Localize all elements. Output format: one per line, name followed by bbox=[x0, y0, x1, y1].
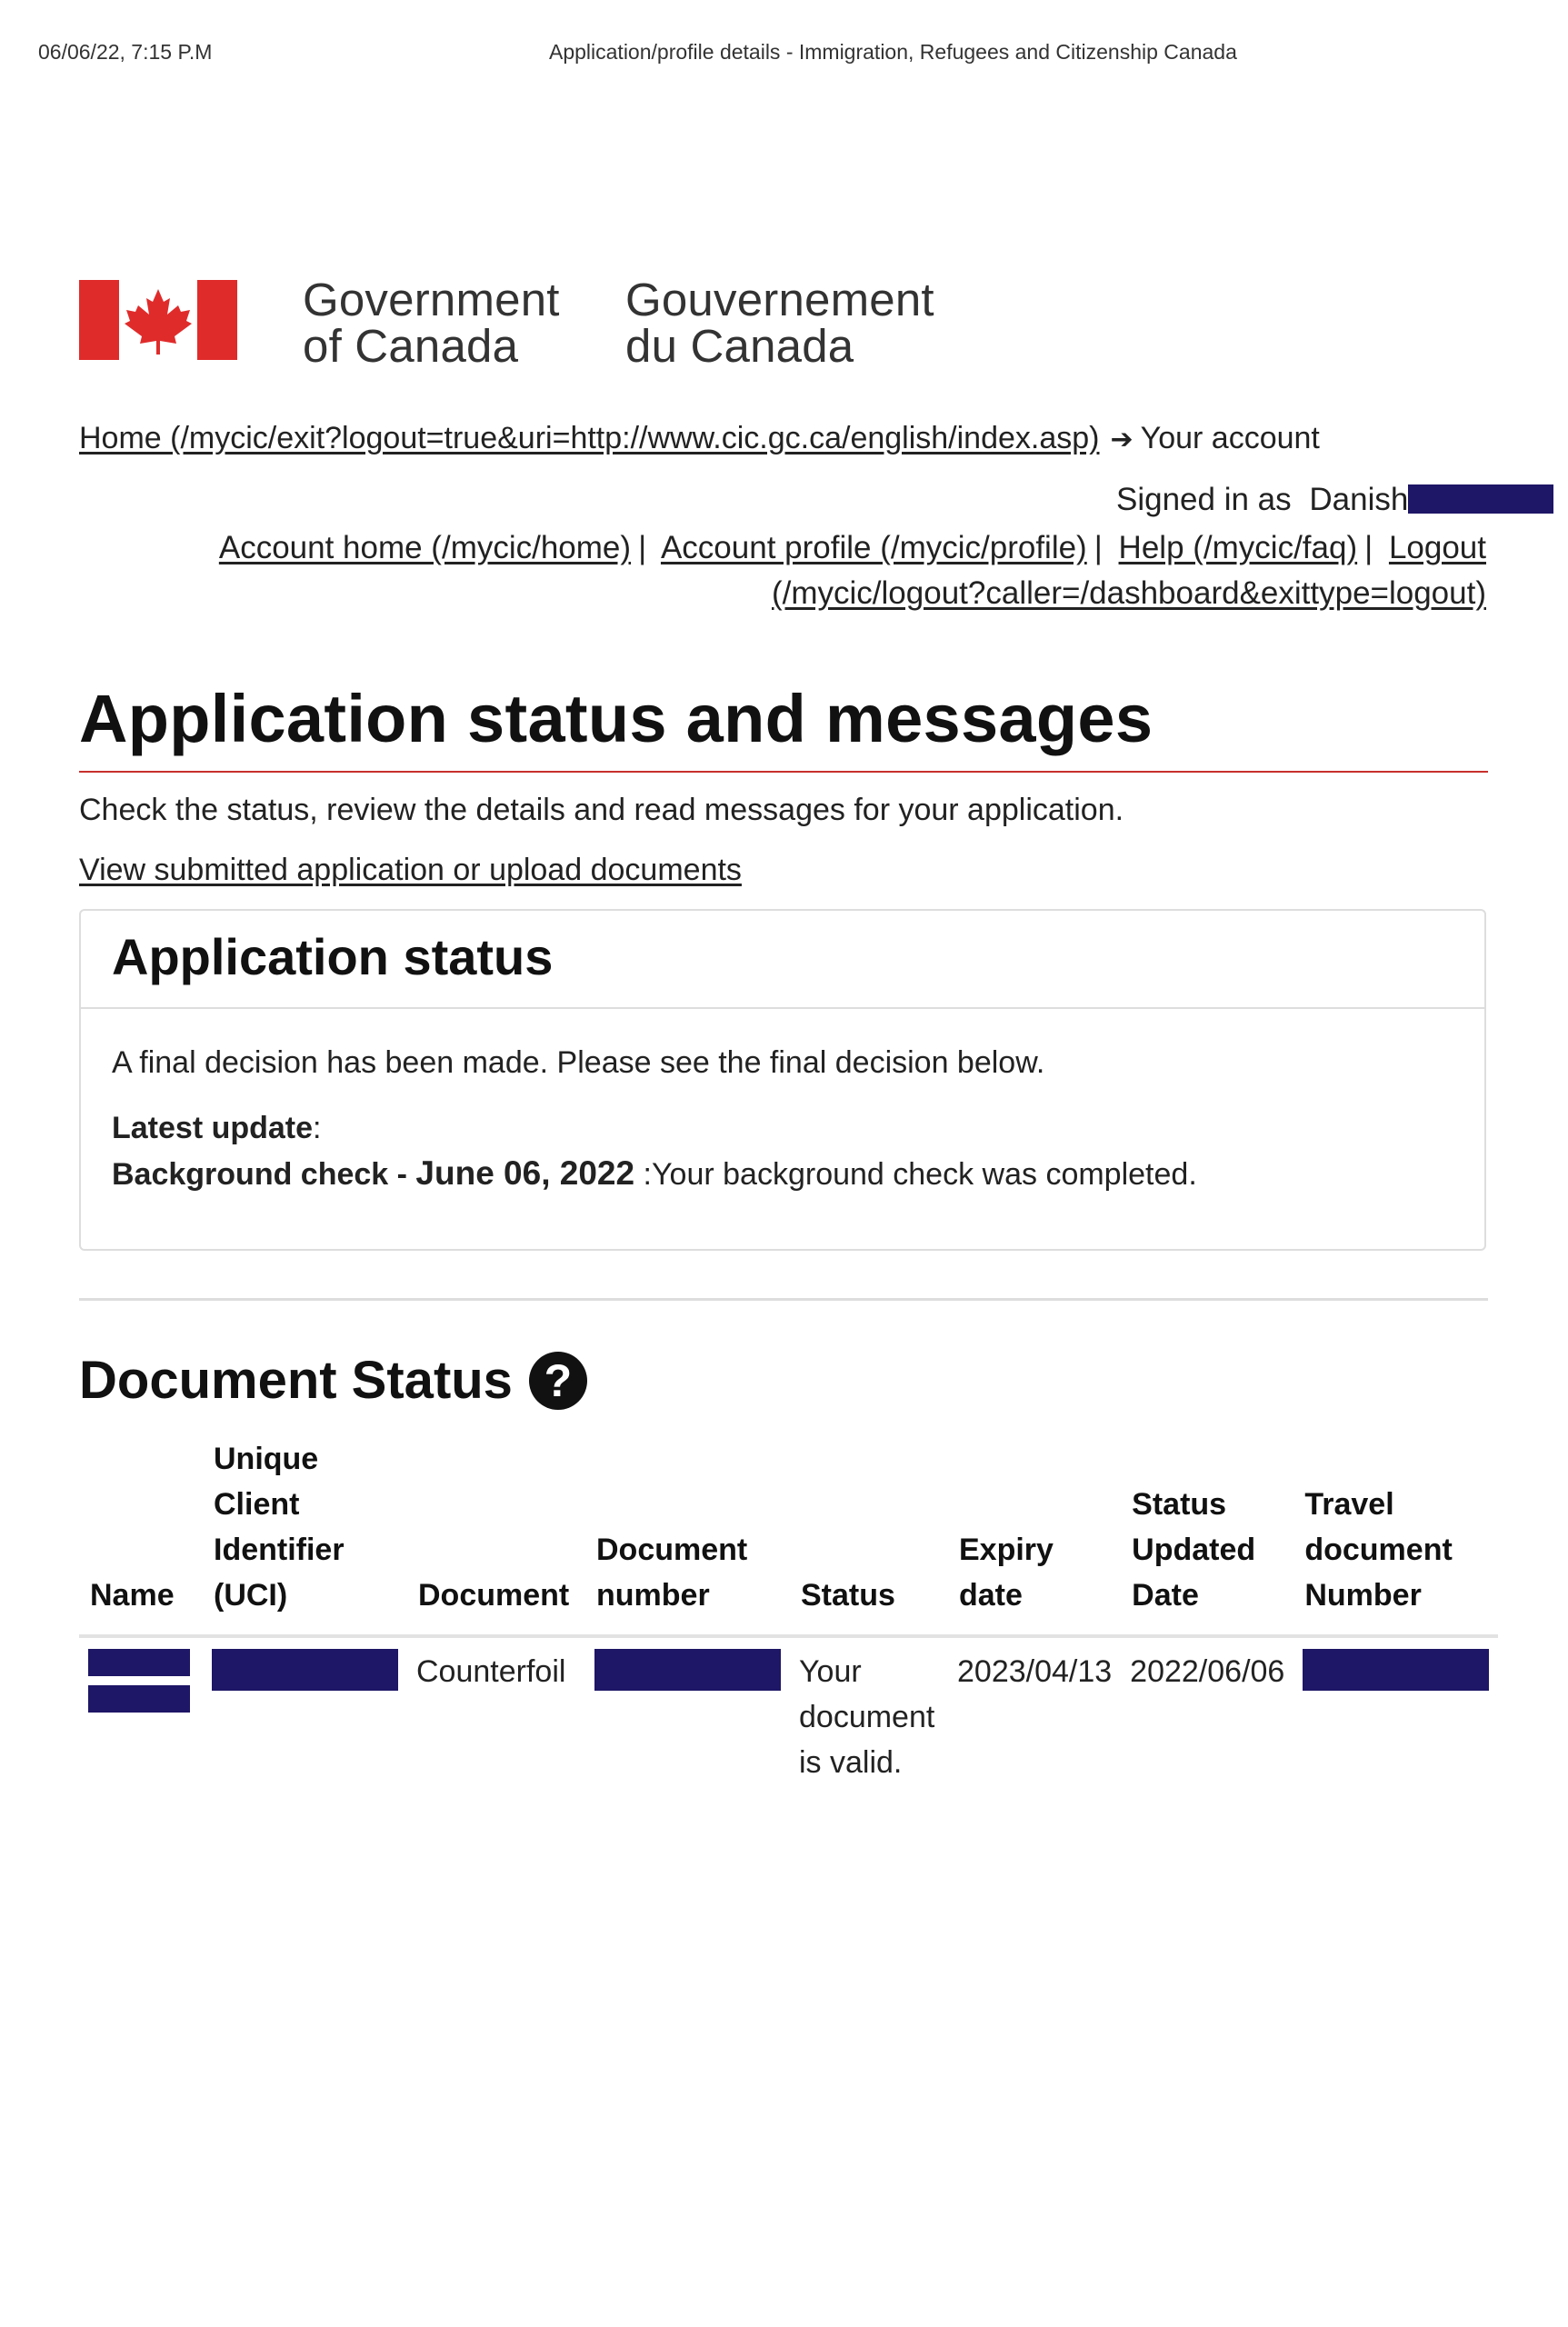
nav-separator: | bbox=[1094, 530, 1103, 565]
signed-in-status bbox=[1116, 482, 1553, 518]
cell-expiry: 2023/04/13 bbox=[957, 1654, 1113, 1689]
redaction-bar bbox=[88, 1685, 190, 1713]
cell-name bbox=[79, 1636, 203, 1796]
update-name: Background check - bbox=[112, 1157, 416, 1192]
gov-name-french bbox=[625, 274, 934, 372]
col-status: Status bbox=[801, 1578, 895, 1613]
col-document-number: Document number bbox=[596, 1533, 748, 1613]
nav-separator: | bbox=[638, 530, 647, 565]
document-status-table bbox=[79, 1436, 1498, 1796]
breadcrumb-current: Your account bbox=[1140, 421, 1320, 455]
cell-document: Counterfoil bbox=[416, 1654, 566, 1689]
nav-separator: | bbox=[1364, 530, 1373, 565]
cell-status: Your document is valid. bbox=[799, 1654, 935, 1780]
application-status-panel bbox=[79, 909, 1486, 1251]
gov-fr-line1: Gouvernement bbox=[625, 274, 934, 325]
nav-logout[interactable]: Logout bbox=[1388, 530, 1486, 565]
decision-text: A final decision has been made. Please see the final decision below. bbox=[112, 1045, 1045, 1080]
gov-name-english bbox=[303, 274, 560, 372]
cell-uci bbox=[203, 1636, 407, 1796]
redaction-bar bbox=[1303, 1649, 1489, 1691]
nav-account-profile[interactable]: Account profile (/mycic/profile) bbox=[660, 530, 1087, 565]
view-application-link[interactable]: View submitted application or upload documents bbox=[79, 853, 742, 887]
breadcrumb-home-link[interactable]: Home (/mycic/exit?logout=true&uri=http://www.cic.gc.ca/english/index.asp) bbox=[79, 421, 1100, 455]
user-name: Danish bbox=[1309, 482, 1409, 517]
col-travel-doc: Travel document Number bbox=[1304, 1487, 1453, 1613]
canada-flag-logo bbox=[79, 280, 237, 365]
breadcrumb bbox=[79, 421, 1320, 456]
question-circle-icon[interactable]: ? bbox=[529, 1352, 587, 1410]
col-uci: Unique Client Identifier (UCI) bbox=[214, 1442, 345, 1613]
cell-document-number bbox=[585, 1636, 790, 1796]
update-text: Your background check was completed. bbox=[652, 1157, 1197, 1192]
section-divider bbox=[79, 1298, 1488, 1301]
col-document: Document bbox=[418, 1578, 570, 1613]
nav-account-home[interactable]: Account home (/mycic/home) bbox=[218, 530, 632, 565]
col-name: Name bbox=[90, 1578, 175, 1613]
gov-en-line1: Government bbox=[303, 274, 560, 325]
document-status-heading bbox=[79, 1350, 587, 1411]
col-expiry: Expiry date bbox=[959, 1533, 1054, 1613]
panel-heading: Application status bbox=[81, 911, 1484, 1009]
cell-updated: 2022/06/06 bbox=[1130, 1654, 1285, 1689]
redaction-bar bbox=[1408, 484, 1553, 514]
nav-logout-path[interactable]: (/mycic/logout?caller=/dashboard&exittype=logout) bbox=[772, 575, 1486, 611]
update-separator: : bbox=[634, 1157, 652, 1192]
redaction-bar bbox=[88, 1649, 190, 1676]
title-divider bbox=[79, 771, 1488, 773]
signed-in-label: Signed in as bbox=[1116, 482, 1292, 517]
print-page-title: Application/profile details - Immigration, Refugees and Citizenship Canada bbox=[549, 40, 1237, 64]
page-intro: Check the status, review the details and read messages for your application. bbox=[79, 793, 1124, 827]
redaction-bar bbox=[212, 1649, 398, 1691]
table-row bbox=[79, 1636, 1498, 1796]
update-date: June 06, 2022 bbox=[415, 1154, 635, 1192]
arrow-right-icon: ➔ bbox=[1110, 424, 1134, 454]
col-updated: Status Updated Date bbox=[1132, 1487, 1256, 1613]
print-datetime: 06/06/22, 7:15 P.M bbox=[38, 40, 213, 64]
page-title: Application status and messages bbox=[79, 681, 1154, 756]
latest-update-colon: : bbox=[313, 1111, 322, 1145]
gov-fr-line2: du Canada bbox=[625, 320, 854, 372]
document-status-title: Document Status bbox=[79, 1351, 513, 1410]
cell-travel-doc-number bbox=[1293, 1636, 1498, 1796]
account-nav bbox=[195, 525, 1486, 616]
latest-update-label: Latest update bbox=[112, 1111, 314, 1145]
gov-en-line2: of Canada bbox=[303, 320, 519, 372]
redaction-bar bbox=[594, 1649, 781, 1691]
nav-help[interactable]: Help (/mycic/faq) bbox=[1118, 530, 1358, 565]
